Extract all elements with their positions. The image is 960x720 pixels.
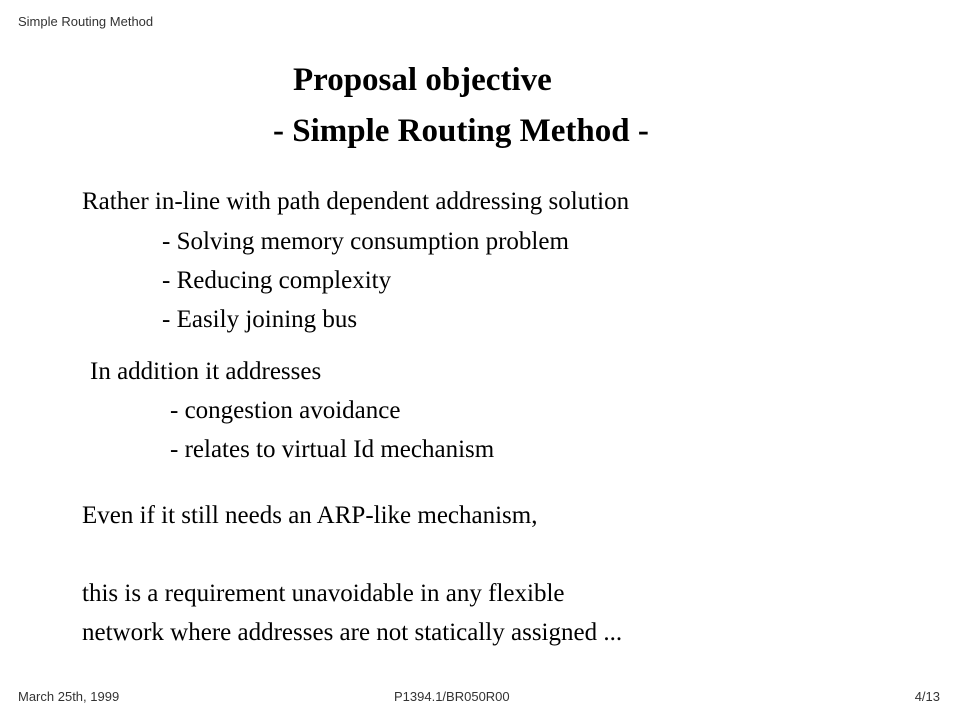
note-line-2: this is a requirement unavoidable in any flexible [82, 580, 565, 607]
title-line-1: Proposal objective [293, 62, 552, 98]
note-line-3: network where addresses are not statically assigned ... [82, 619, 623, 646]
header-label: Simple Routing Method [18, 14, 154, 29]
footer-page-number: 4/13 [914, 689, 940, 704]
footer-doc-id: P1394.1/BR050R00 [394, 689, 510, 704]
benefit-item: - Reducing complexity [162, 267, 392, 294]
benefit-item: - Easily joining bus [162, 306, 358, 333]
note-line-1: Even if it still needs an ARP-like mechanism, [82, 502, 538, 529]
benefit-item: - Solving memory consumption problem [162, 228, 569, 255]
title-line-2: - Simple Routing Method - [273, 113, 649, 149]
addition-item: - congestion avoidance [170, 397, 401, 424]
footer-date: March 25th, 1999 [18, 689, 120, 704]
addition-intro-text: In addition it addresses [90, 358, 322, 385]
addition-item: - relates to virtual Id mechanism [170, 436, 495, 463]
intro-text: Rather in-line with path dependent addressing solution [82, 188, 630, 215]
